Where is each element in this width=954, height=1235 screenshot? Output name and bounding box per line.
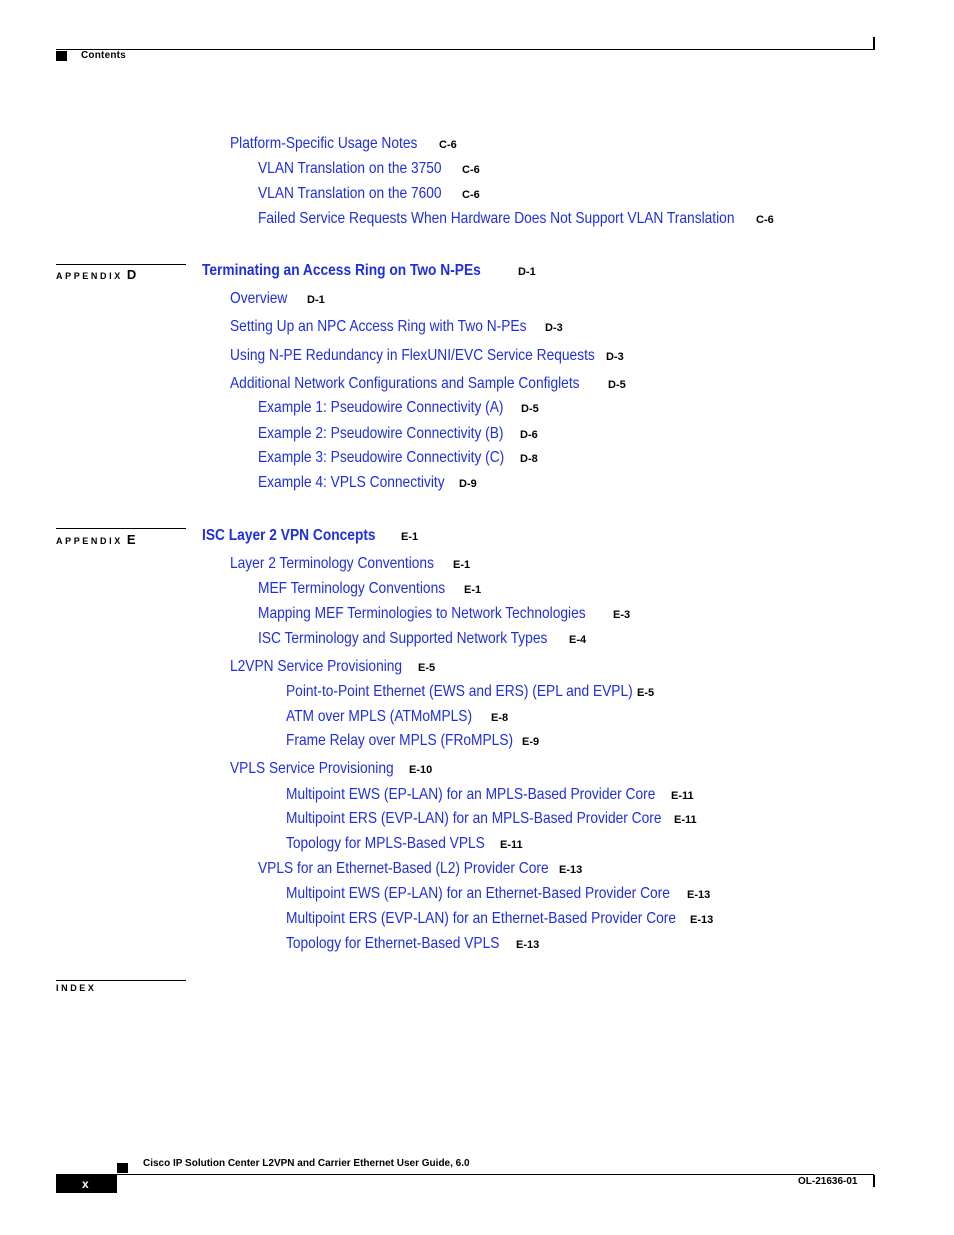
toc-link[interactable]: Overview <box>230 290 288 307</box>
toc-page: E-11 <box>500 839 523 851</box>
toc-page: D-8 <box>520 453 538 465</box>
toc-entry[interactable] <box>230 318 575 336</box>
toc-link[interactable]: ISC Terminology and Supported Network Types <box>258 630 548 647</box>
toc-page: E-11 <box>674 814 697 826</box>
appendix-letter: E <box>126 532 136 547</box>
toc-entry[interactable] <box>286 935 540 953</box>
toc-entry[interactable] <box>286 732 550 750</box>
toc-page: D-1 <box>518 266 536 278</box>
toc-page: C-6 <box>462 189 480 201</box>
toc-link[interactable]: Topology for MPLS-Based VPLS <box>286 835 485 852</box>
appendix-word: APPENDIX <box>56 536 123 546</box>
appendix-d-rule <box>56 264 186 265</box>
toc-link[interactable]: Platform-Specific Usage Notes <box>230 135 418 152</box>
toc-link[interactable]: Setting Up an NPC Access Ring with Two N-PEs <box>230 318 527 335</box>
toc-chapter-link[interactable]: ISC Layer 2 VPN Concepts <box>202 527 376 544</box>
toc-link[interactable]: Point-to-Point Ethernet (EWS and ERS) (EPL and EVPL) <box>286 683 633 700</box>
toc-entry[interactable] <box>286 910 740 928</box>
toc-entry[interactable] <box>230 290 325 308</box>
toc-entry[interactable] <box>286 885 732 903</box>
toc-entry[interactable] <box>230 135 457 153</box>
toc-entry[interactable] <box>258 425 543 443</box>
toc-page: E-13 <box>559 864 583 876</box>
toc-entry[interactable] <box>258 605 639 623</box>
toc-entry[interactable] <box>286 810 723 828</box>
toc-link[interactable]: Mapping MEF Terminologies to Network Technologies <box>258 605 586 622</box>
toc-page: E-10 <box>409 764 433 776</box>
appendix-d-label <box>56 267 136 282</box>
toc-page: E-13 <box>690 914 714 926</box>
index-rule <box>56 980 186 981</box>
toc-entry[interactable] <box>230 375 636 393</box>
toc-entry[interactable] <box>258 185 480 203</box>
toc-entry[interactable] <box>258 860 596 878</box>
toc-page: E-9 <box>522 736 540 748</box>
toc-page: D-1 <box>307 294 325 306</box>
toc-entry[interactable] <box>286 683 689 701</box>
toc-entry[interactable] <box>230 555 471 573</box>
toc-page: E-5 <box>418 662 436 674</box>
toc-entry[interactable] <box>286 708 509 726</box>
toc-chapter-entry[interactable] <box>202 527 419 545</box>
toc-page: C-6 <box>756 214 774 226</box>
toc-page: D-9 <box>459 478 477 490</box>
toc-entry[interactable] <box>258 474 475 492</box>
toc-entry[interactable] <box>258 399 543 417</box>
toc-link[interactable]: Example 2: Pseudowire Connectivity (B) <box>258 425 504 442</box>
toc-entry[interactable] <box>258 210 812 228</box>
footer-right-tick <box>873 1175 875 1187</box>
toc-entry[interactable] <box>286 786 715 804</box>
toc-page: E-3 <box>613 609 631 621</box>
toc-page: D-3 <box>606 351 624 363</box>
toc-page: C-6 <box>439 139 457 151</box>
toc-entry[interactable] <box>258 630 594 648</box>
toc-entry[interactable] <box>258 449 544 467</box>
toc-link[interactable]: Failed Service Requests When Hardware Does Not Support VLAN Translation <box>258 210 735 227</box>
footer-marker <box>117 1163 128 1173</box>
index-label: INDEX <box>56 983 97 993</box>
toc-page: E-5 <box>637 687 655 699</box>
toc-page: D-5 <box>521 403 539 415</box>
toc-link[interactable]: Example 3: Pseudowire Connectivity (C) <box>258 449 505 466</box>
toc-link[interactable]: Multipoint EWS (EP-LAN) for an MPLS-Based Provider Core <box>286 786 656 803</box>
toc-page: E-11 <box>671 790 694 802</box>
appendix-word: APPENDIX <box>56 271 123 281</box>
toc-page: E-8 <box>491 712 509 724</box>
toc-page: E-1 <box>453 559 471 571</box>
header-marker <box>56 51 67 61</box>
toc-page: D-6 <box>520 429 538 441</box>
toc-chapter-entry[interactable] <box>202 262 536 280</box>
toc-page: D-3 <box>545 322 563 334</box>
appendix-e-rule <box>56 528 186 529</box>
toc-chapter-link[interactable]: Terminating an Access Ring on Two N-PEs <box>202 262 481 279</box>
footer-page-number: x <box>82 1177 89 1191</box>
toc-link[interactable]: VLAN Translation on the 3750 <box>258 160 442 177</box>
toc-link[interactable]: Multipoint ERS (EVP-LAN) for an MPLS-Based Provider Core <box>286 810 662 827</box>
toc-page: E-1 <box>401 531 419 543</box>
toc-link[interactable]: VLAN Translation on the 7600 <box>258 185 442 202</box>
toc-link[interactable]: VPLS Service Provisioning <box>230 760 394 777</box>
toc-link[interactable]: ATM over MPLS (ATMoMPLS) <box>286 708 473 725</box>
toc-link[interactable]: Layer 2 Terminology Conventions <box>230 555 434 572</box>
toc-entry[interactable] <box>230 347 654 365</box>
toc-page: E-13 <box>687 889 711 901</box>
toc-entry[interactable] <box>230 760 433 778</box>
toc-entry[interactable] <box>258 160 480 178</box>
appendix-e-label <box>56 532 135 547</box>
toc-link[interactable]: Using N-PE Redundancy in FlexUNI/EVC Service Requests <box>230 347 595 364</box>
toc-link[interactable]: Multipoint EWS (EP-LAN) for an Ethernet-Based Provider Core <box>286 885 670 902</box>
toc-link[interactable]: Example 1: Pseudowire Connectivity (A) <box>258 399 504 416</box>
toc-page: C-6 <box>462 164 480 176</box>
toc-entry[interactable] <box>258 580 482 598</box>
toc-link[interactable]: Additional Network Configurations and Sample Configlets <box>230 375 580 392</box>
toc-entry[interactable] <box>230 658 436 676</box>
footer-rule <box>117 1174 874 1175</box>
toc-link[interactable]: MEF Terminology Conventions <box>258 580 446 597</box>
header-rule <box>56 49 874 50</box>
toc-entry[interactable] <box>286 835 523 853</box>
toc-link[interactable]: VPLS for an Ethernet-Based (L2) Provider Core <box>258 860 549 877</box>
toc-page: D-5 <box>608 379 626 391</box>
toc-page: E-4 <box>569 634 587 646</box>
footer-book-title: Cisco IP Solution Center L2VPN and Carrier Ethernet User Guide, 6.0 <box>143 1158 470 1169</box>
footer-doc-id: OL-21636-01 <box>798 1176 858 1187</box>
header-right-tick <box>873 37 875 50</box>
toc-link[interactable]: Multipoint ERS (EVP-LAN) for an Ethernet-Based Provider Core <box>286 910 677 927</box>
toc-page: E-1 <box>464 584 482 596</box>
toc-page: E-13 <box>516 939 540 951</box>
toc-link[interactable]: L2VPN Service Provisioning <box>230 658 403 675</box>
toc-link[interactable]: Example 4: VPLS Connectivity <box>258 474 445 491</box>
toc-link[interactable]: Topology for Ethernet-Based VPLS <box>286 935 500 952</box>
appendix-letter: D <box>126 267 137 282</box>
header-section-label: Contents <box>81 50 126 61</box>
toc-link[interactable]: Frame Relay over MPLS (FRoMPLS) <box>286 732 514 749</box>
